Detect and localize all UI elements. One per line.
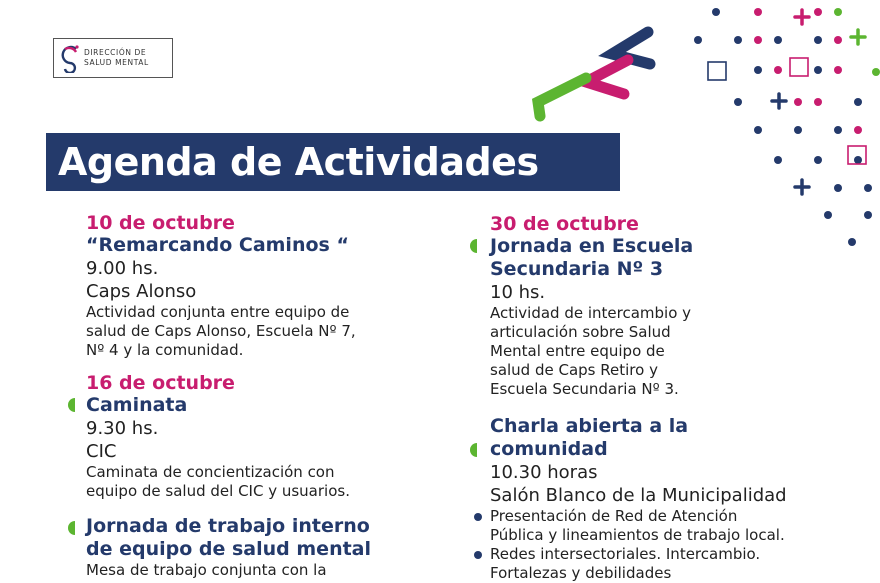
- logo-line-1: DIRECCIÓN DE: [84, 48, 147, 57]
- bullet-item: Presentación de Red de Atención: [472, 507, 860, 526]
- logo: [53, 38, 173, 78]
- event-title-line-1: Jornada en Escuela: [490, 235, 694, 257]
- event-time: 9.00 hs.: [86, 258, 159, 279]
- event-desc: Caminata de concientización con equipo de salud del CIC y usuarios.: [86, 463, 350, 500]
- square-icon: [790, 58, 808, 76]
- event-charla-abierta: [490, 415, 860, 583]
- square-icon: [708, 62, 726, 80]
- event-place: CIC: [86, 441, 117, 462]
- event-title-line-1: Charla abierta a la: [490, 415, 689, 437]
- bullet-item: Redes intersectoriales. Intercambio.: [472, 545, 860, 564]
- plus-icon: [772, 94, 786, 108]
- magenta-arrow-icon: [586, 60, 628, 94]
- logo-icon: [59, 43, 81, 73]
- event-date: 16 de octubre: [86, 372, 235, 394]
- left-column: [86, 212, 426, 580]
- event-place: Salón Blanco de la Municipalidad: [490, 485, 787, 506]
- event-date: 30 de octubre: [490, 213, 639, 235]
- event-desc: Actividad de intercambio y articulación sobre Salud Mental entre equipo de salud de Caps Retiro y Escuela Secundaria Nº 3.: [490, 304, 692, 398]
- event-title-line-1: Jornada de trabajo interno: [86, 515, 370, 537]
- event-desc: Mesa de trabajo conjunta con la: [86, 561, 327, 579]
- event-date: 10 de octubre: [86, 212, 235, 234]
- plus-icon: [795, 10, 809, 24]
- event-10-octubre: [86, 212, 426, 360]
- event-desc: Actividad conjunta entre equipo de salud de Caps Alonso, Escuela Nº 7, Nº 4 y la comunidad.: [86, 303, 356, 359]
- event-time: 10 hs.: [490, 282, 546, 303]
- event-time: 10.30 horas: [490, 462, 598, 483]
- event-title: Caminata: [86, 394, 188, 416]
- event-jornada-interna: [86, 515, 426, 580]
- bullet-item-continuation: Pública y lineamientos de trabajo local.: [490, 526, 785, 544]
- arrows-decoration: [520, 20, 670, 130]
- event-title-line-2: de equipo de salud mental: [86, 538, 372, 560]
- green-marker-icon: [470, 239, 477, 253]
- event-bullets: [472, 507, 860, 583]
- page-title: Agenda de Actividades: [58, 140, 539, 184]
- bullet-item-continuation: Fortalezas y debilidades: [490, 564, 672, 582]
- plus-icon: [851, 30, 865, 44]
- green-marker-icon: [470, 443, 477, 457]
- event-30-octubre: [490, 213, 860, 399]
- title-banner: [46, 133, 620, 191]
- logo-line-2: SALUD MENTAL: [84, 58, 149, 67]
- event-title-line-2: Secundaria Nº 3: [490, 258, 664, 280]
- event-title: “Remarcando Caminos “: [86, 234, 349, 256]
- event-title-line-2: comunidad: [490, 438, 608, 460]
- right-column: [490, 213, 860, 583]
- green-marker-icon: [68, 521, 75, 535]
- event-16-octubre: [86, 372, 426, 501]
- plus-icon: [795, 180, 809, 194]
- event-place: Caps Alonso: [86, 281, 197, 302]
- green-arrow-icon: [538, 78, 586, 116]
- green-marker-icon: [68, 398, 75, 412]
- event-time: 9.30 hs.: [86, 418, 159, 439]
